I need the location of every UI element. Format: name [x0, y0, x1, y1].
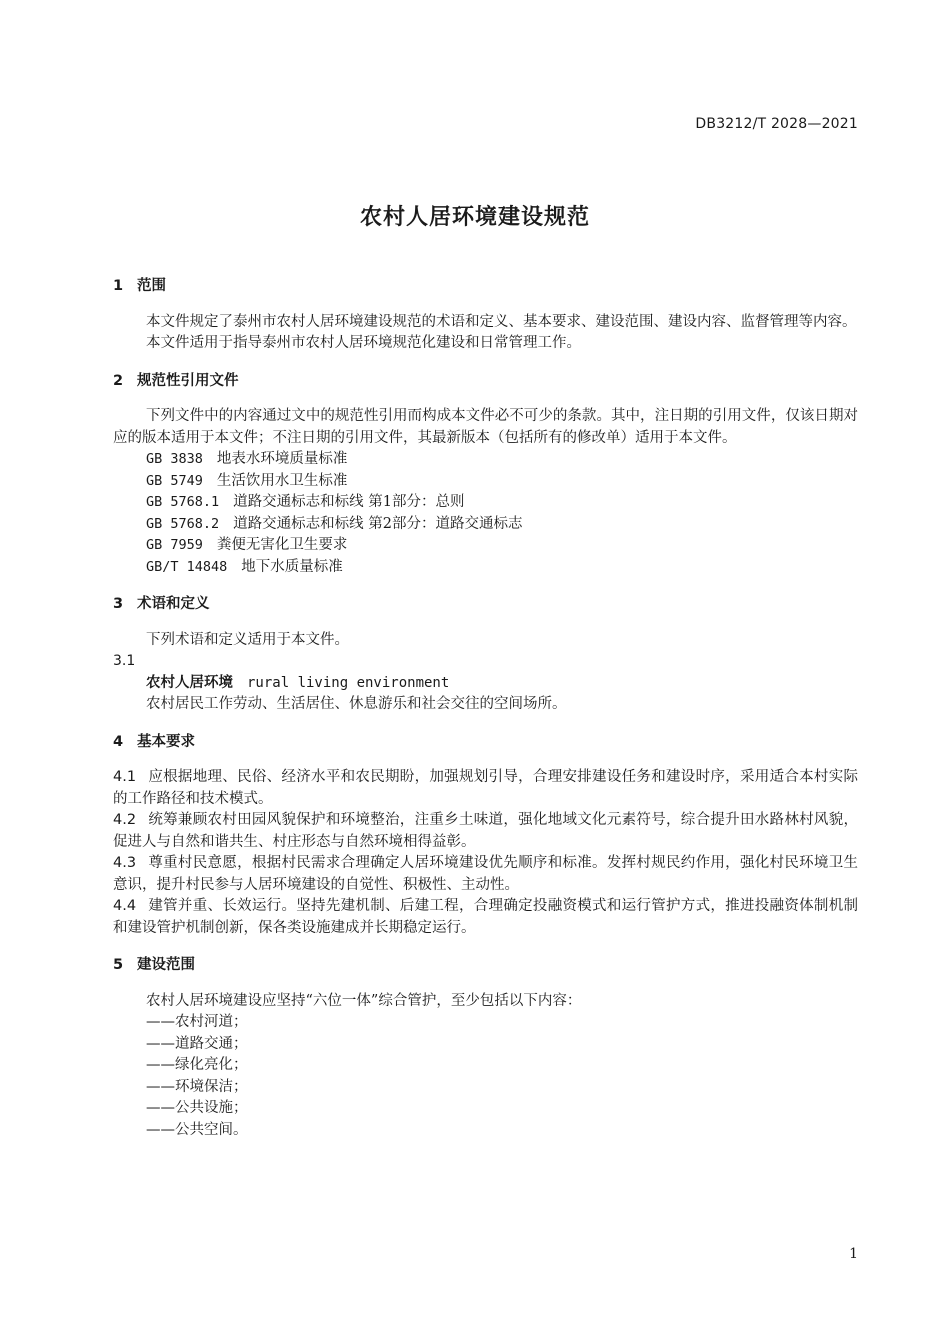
- section-heading-2: [113, 371, 858, 393]
- section-heading-1: [113, 276, 858, 298]
- clause-4-4: [113, 896, 858, 939]
- paragraph: 下列文件中的内容通过文中的规范性引用而构成本文件必不可少的条款。其中，注日期的引用文件，仅该日期对应的版本适用于本文件；不注日期的引用文件，其最新版本（包括所有的修改单）适用于本文件。: [113, 408, 858, 446]
- reference-title: 道路交通标志和标线 第1部分：总则: [233, 494, 465, 510]
- section-heading-4: [113, 732, 858, 754]
- section-heading-5: [113, 955, 858, 977]
- term-english: rural living environment: [247, 674, 450, 691]
- page-number: 1: [849, 1246, 858, 1262]
- section-title: 规范性引用文件: [137, 372, 239, 389]
- reference-code: GB/T 14848: [146, 558, 228, 575]
- section-number: 5: [113, 957, 124, 973]
- reference-item: [113, 557, 858, 579]
- reference-title: 粪便无害化卫生要求: [216, 537, 348, 553]
- page-title: 农村人居环境建设规范: [359, 205, 590, 230]
- reference-item: [113, 535, 858, 557]
- clause-text: 统筹兼顾农村田园风貌保护和环境整治，注重乡土味道，强化地域文化元素符号，综合提升田水路林村风貌，促进人与自然和谐共生、村庄形态与自然环境相得益彰。: [113, 812, 858, 850]
- list-item: ——道路交通；: [146, 1035, 248, 1052]
- reference-code: GB 5768.2: [146, 515, 220, 532]
- section-title: 范围: [137, 278, 166, 294]
- reference-item: [113, 471, 858, 493]
- section-number: 1: [113, 278, 124, 294]
- section-number: 4: [113, 733, 124, 750]
- reference-item: [113, 449, 858, 471]
- reference-title: 地表水环境质量标准: [216, 451, 348, 467]
- reference-code: GB 7959: [146, 537, 203, 553]
- list-item: ——公共设施；: [146, 1100, 248, 1116]
- document-body: [113, 276, 858, 1141]
- section-heading-3: [113, 594, 858, 616]
- clause-text: 应根据地理、民俗、经济水平和农民期盼，加强规划引导，合理安排建设任务和建设时序，采用适合本村实际的工作路径和技术模式。: [113, 769, 858, 807]
- clause-number: 4.4: [113, 898, 137, 914]
- clause-4-1: [113, 767, 858, 810]
- clause-text: 建管并重、长效运行。坚持先建机制、后建工程，合理确定投融资模式和运行管护方式，推进投融资体制机制和建设管护机制创新，保各类设施建成并长期稳定运行。: [113, 898, 858, 936]
- clause-4-2: [113, 810, 858, 853]
- clause-text: 尊重村民意愿，根据村民需求合理确定人居环境建设优先顺序和标准。发挥村规民约作用，强化村民环境卫生意识，提升村民参与人居环境建设的自觉性、积极性、主动性。: [113, 855, 858, 893]
- term-chinese: 农村人居环境: [146, 674, 233, 691]
- clause-number: 4.3: [113, 855, 137, 871]
- reference-title: 生活饮用水卫生标准: [216, 472, 348, 489]
- reference-title: 道路交通标志和标线 第2部分：道路交通标志: [233, 515, 523, 532]
- reference-code: GB 3838: [146, 451, 203, 467]
- paragraph: 农村人居环境建设应坚持“六位一体”综合管护，至少包括以下内容：: [146, 992, 582, 1009]
- paragraph: 本文件规定了泰州市农村人居环境建设规范的术语和定义、基本要求、建设范围、建设内容、监督管理等内容。: [146, 313, 857, 330]
- list-item: ——公共空间。: [146, 1121, 248, 1138]
- reference-code: GB 5768.1: [146, 494, 220, 510]
- paragraph: 下列术语和定义适用于本文件。: [146, 631, 349, 648]
- reference-title: 地下水质量标准: [241, 558, 343, 575]
- paragraph: 本文件适用于指导泰州市农村人居环境规范化建设和日常管理工作。: [146, 335, 581, 351]
- reference-code: GB 5749: [146, 472, 203, 489]
- reference-item: [113, 492, 858, 514]
- document-code: DB3212/T 2028—2021: [695, 116, 858, 132]
- section-title: 基本要求: [137, 733, 195, 750]
- list-item: ——环境保洁；: [146, 1078, 248, 1095]
- section-title: 术语和定义: [137, 596, 210, 612]
- clause-4-3: [113, 853, 858, 896]
- reference-item: [113, 514, 858, 536]
- section-title: 建设范围: [137, 957, 195, 973]
- section-number: 2: [113, 372, 124, 389]
- list-item: ——农村河道；: [146, 1014, 248, 1030]
- term-number: 3.1: [113, 653, 136, 669]
- list-item: ——绿化亮化；: [146, 1057, 248, 1073]
- clause-number: 4.2: [113, 812, 137, 828]
- section-number: 3: [113, 596, 124, 612]
- term-definition: 农村居民工作劳动、生活居住、休息游乐和社会交往的空间场所。: [146, 696, 567, 712]
- clause-number: 4.1: [113, 769, 137, 785]
- term-entry: [113, 673, 858, 695]
